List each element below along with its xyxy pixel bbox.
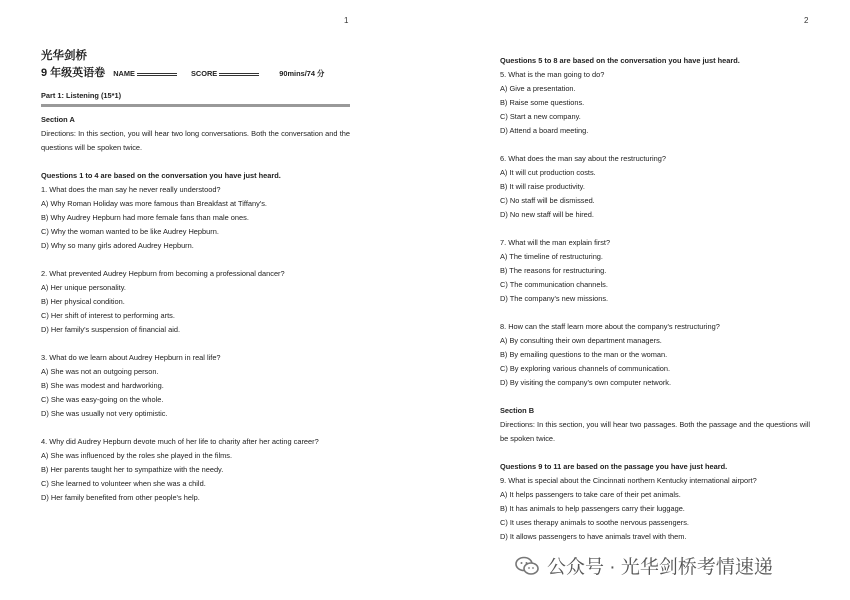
question-text: 7. What will the man explain first? xyxy=(500,238,611,247)
section-b-directions: Directions: In this section, you will hear two passages. Both the passage and the questions will be spoken twice. xyxy=(500,420,810,443)
wechat-icon xyxy=(515,556,539,576)
part1-title: Part 1: Listening (15*1) xyxy=(41,91,122,100)
group3-intro: Questions 9 to 11 are based on the passage you have just heard. xyxy=(500,462,728,471)
question-text: 1. What does the man say he never really understood? xyxy=(41,185,221,194)
wechat-watermark xyxy=(515,552,773,579)
option: B) The reasons for restructuring. xyxy=(500,266,607,275)
page-number-left: 1 xyxy=(344,16,349,25)
option: D) Why so many girls adored Audrey Hepburn. xyxy=(41,241,194,250)
option: B) Why Audrey Hepburn had more female fans than male ones. xyxy=(41,213,249,222)
option: A) Why Roman Holiday was more famous than Breakfast at Tiffany's. xyxy=(41,199,267,208)
option: B) It has animals to help passengers carry their luggage. xyxy=(500,504,685,513)
exam-title-row xyxy=(41,66,350,81)
option: B) Raise some questions. xyxy=(500,98,585,107)
option: A) She was not an outgoing person. xyxy=(41,367,159,376)
option: C) Why the woman wanted to be like Audrey Hepburn. xyxy=(41,227,219,236)
option: C) No staff will be dismissed. xyxy=(500,196,595,205)
score-blank xyxy=(219,67,259,76)
option: C) She was easy-going on the whole. xyxy=(41,395,164,404)
option: B) Her parents taught her to sympathize with the needy. xyxy=(41,465,224,474)
option: A) It helps passengers to take care of their pet animals. xyxy=(500,490,681,499)
option: B) Her physical condition. xyxy=(41,297,125,306)
option: A) It will cut production costs. xyxy=(500,168,596,177)
section-a-title: Section A xyxy=(41,115,75,124)
option: A) She was influenced by the roles she played in the films. xyxy=(41,451,233,460)
option: C) Her shift of interest to performing arts. xyxy=(41,311,175,320)
option: C) By exploring various channels of communication. xyxy=(500,364,671,373)
question-6 xyxy=(500,152,810,222)
option: A) Her unique personality. xyxy=(41,283,126,292)
option: D) Attend a board meeting. xyxy=(500,126,589,135)
exam-time: 90mins/74 分 xyxy=(279,69,325,78)
option: B) It will raise productivity. xyxy=(500,182,585,191)
school-name: 光华剑桥 xyxy=(41,50,87,62)
option: D) The company's new missions. xyxy=(500,294,609,303)
right-page xyxy=(500,54,810,544)
option: D) Her family's suspension of financial aid. xyxy=(41,325,181,334)
name-blank xyxy=(137,67,177,76)
option: D) By visiting the company's own computer network. xyxy=(500,378,672,387)
section-a-directions: Directions: In this section, you will hear two long conversations. Both the conversation and the questions will be spoken twice. xyxy=(41,129,350,152)
question-text: 6. What does the man say about the restructuring? xyxy=(500,154,666,163)
question-text: 9. What is special about the Cincinnati northern Kentucky international airport? xyxy=(500,476,757,485)
question-3 xyxy=(41,351,350,421)
watermark-text: 公众号 · 光华剑桥考情速递 xyxy=(547,557,773,578)
question-8 xyxy=(500,320,810,390)
option: C) It uses therapy animals to soothe nervous passengers. xyxy=(500,518,689,527)
section-divider xyxy=(41,104,350,107)
group2-intro: Questions 5 to 8 are based on the conversation you have just heard. xyxy=(500,56,740,65)
question-text: 4. Why did Audrey Hepburn devote much of her life to charity after her acting career? xyxy=(41,437,319,446)
option: D) Her family benefited from other people's help. xyxy=(41,493,200,502)
left-page xyxy=(41,48,350,505)
page-number-right: 2 xyxy=(804,16,809,25)
option: C) The communication channels. xyxy=(500,280,608,289)
question-5 xyxy=(500,68,810,138)
question-text: 3. What do we learn about Audrey Hepburn in real life? xyxy=(41,353,221,362)
name-label: NAME xyxy=(113,69,135,78)
question-text: 5. What is the man going to do? xyxy=(500,70,605,79)
question-2 xyxy=(41,267,350,337)
option: D) She was usually not very optimistic. xyxy=(41,409,168,418)
question-7 xyxy=(500,236,810,306)
option: C) She learned to volunteer when she was a child. xyxy=(41,479,206,488)
option: B) She was modest and hardworking. xyxy=(41,381,164,390)
section-b-title: Section B xyxy=(500,406,535,415)
question-text: 2. What prevented Audrey Hepburn from becoming a professional dancer? xyxy=(41,269,285,278)
group1-intro: Questions 1 to 4 are based on the conversation you have just heard. xyxy=(41,171,281,180)
option: B) By emailing questions to the man or the woman. xyxy=(500,350,668,359)
option: A) The timeline of restructuring. xyxy=(500,252,603,261)
option: A) By consulting their own department managers. xyxy=(500,336,662,345)
option: D) It allows passengers to have animals travel with them. xyxy=(500,532,687,541)
option: C) Start a new company. xyxy=(500,112,581,121)
option: A) Give a presentation. xyxy=(500,84,576,93)
question-text: 8. How can the staff learn more about the company's restructuring? xyxy=(500,322,720,331)
score-label: SCORE xyxy=(190,69,218,78)
question-9 xyxy=(500,474,810,544)
question-1 xyxy=(41,183,350,253)
question-4 xyxy=(41,435,350,505)
exam-title: 9 年级英语卷 xyxy=(41,67,106,79)
option: D) No new staff will be hired. xyxy=(500,210,594,219)
